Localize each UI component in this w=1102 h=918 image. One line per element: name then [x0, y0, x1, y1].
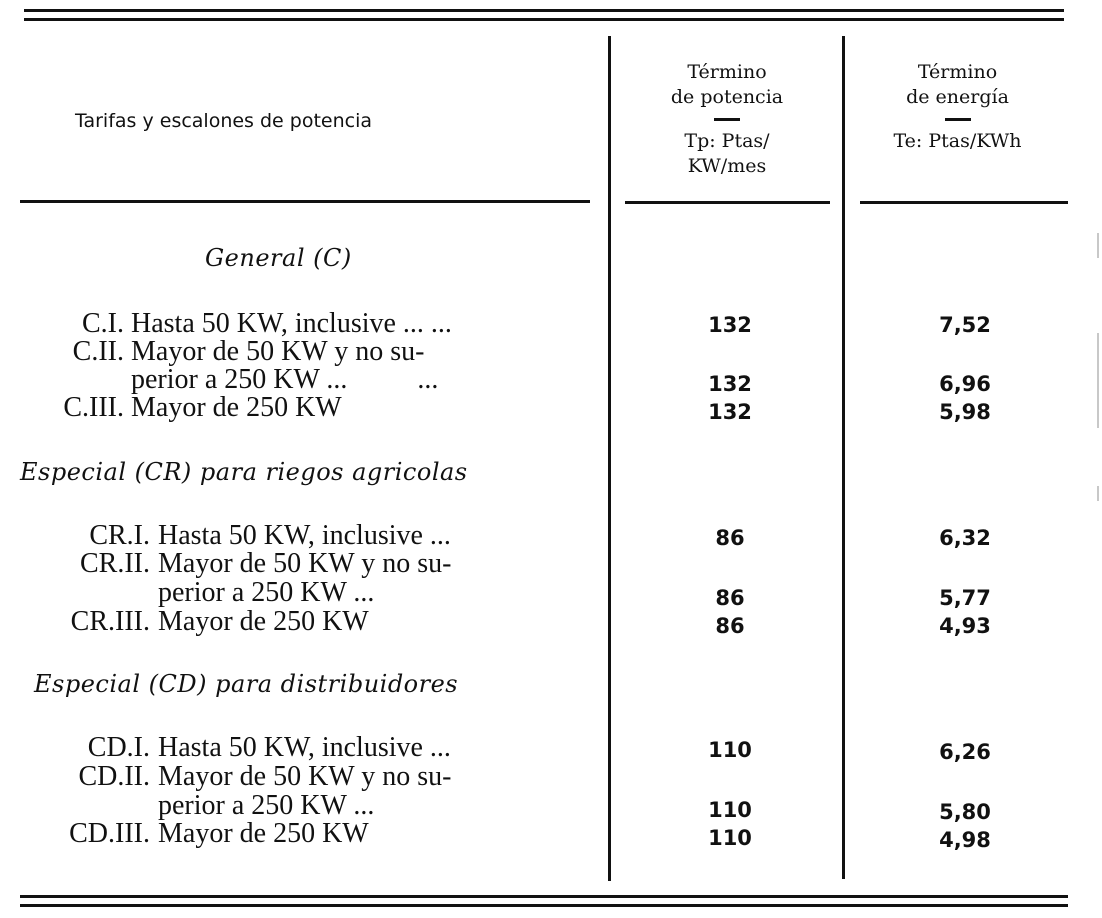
row-tp: 132: [708, 313, 752, 337]
row-code: CR.II.: [80, 548, 150, 579]
header-line: de energía: [906, 86, 1009, 108]
header-termino-energia: [845, 60, 1070, 154]
header-tarifas: Tarifas y escalones de potencia: [75, 110, 373, 132]
row-desc: Mayor de 250 KW: [131, 392, 342, 423]
row-desc-cont: perior a 250 KW ... ...: [131, 364, 439, 395]
row-tp: 86: [715, 614, 745, 638]
row-te: 6,32: [939, 526, 991, 550]
header-line: KW/mes: [687, 155, 767, 177]
row-te: 5,98: [939, 400, 991, 424]
scan-artifact: [1097, 486, 1099, 501]
row-code: CD.III.: [69, 818, 150, 849]
row-code: CR.III.: [70, 606, 150, 637]
row-desc: Mayor de 50 KW y no su-: [131, 336, 425, 367]
scan-artifact: [1097, 333, 1099, 428]
row-tp: 110: [708, 738, 752, 762]
header-line: Término: [917, 61, 998, 83]
header-line: Término: [687, 61, 767, 83]
row-code: C.II.: [72, 336, 124, 367]
row-te: 5,80: [939, 800, 991, 824]
scan-artifact: [1097, 233, 1099, 258]
row-tp: 110: [708, 826, 752, 850]
row-tp: 132: [708, 372, 752, 396]
header-underline-col2: [625, 201, 830, 204]
row-desc-cont: perior a 250 KW ...: [158, 790, 375, 821]
top-rule-2: [24, 18, 1064, 21]
bottom-rule-1: [20, 895, 1068, 898]
row-code: C.I.: [82, 308, 124, 339]
row-tp: 132: [708, 400, 752, 424]
row-desc: Hasta 50 KW, inclusive ...: [158, 732, 451, 763]
section-title-cd: Especial (CD) para distribuidores: [34, 670, 459, 698]
header-line: de potencia: [670, 86, 784, 108]
column-divider-1: [608, 36, 611, 881]
row-tp: 86: [715, 586, 745, 610]
row-desc: Hasta 50 KW, inclusive ...: [158, 520, 451, 551]
row-code: CD.I.: [87, 732, 150, 763]
row-desc: Mayor de 250 KW: [158, 818, 369, 849]
row-desc: Mayor de 50 KW y no su-: [158, 761, 452, 792]
row-desc: Mayor de 250 KW: [158, 606, 369, 637]
bottom-rule-2: [20, 904, 1068, 907]
row-tp: 86: [715, 526, 745, 550]
column-divider-2: [842, 36, 845, 879]
row-te: 5,77: [939, 586, 991, 610]
row-desc-cont: perior a 250 KW ...: [158, 577, 375, 608]
header-line: Tp: Ptas/: [684, 130, 770, 152]
row-te: 6,96: [939, 372, 991, 396]
row-code: CR.I.: [89, 520, 150, 551]
top-rule-1: [24, 9, 1064, 12]
row-tp: 110: [708, 798, 752, 822]
header-underline-col3: [860, 201, 1068, 204]
header-line: Te: Ptas/KWh: [893, 130, 1022, 152]
section-title-cr: Especial (CR) para riegos agricolas: [20, 458, 468, 486]
row-code: C.III.: [63, 392, 124, 423]
row-te: 4,98: [939, 828, 991, 852]
row-te: 4,93: [939, 614, 991, 638]
row-te: 7,52: [939, 313, 991, 337]
header-dash: [945, 118, 971, 121]
header-underline-col1: [20, 200, 590, 203]
row-desc: Mayor de 50 KW y no su-: [158, 548, 452, 579]
row-te: 6,26: [939, 740, 991, 764]
header-termino-potencia: [612, 60, 842, 179]
header-dash: [714, 118, 740, 121]
section-title-general: General (C): [205, 244, 352, 272]
row-desc: Hasta 50 KW, inclusive ... ...: [131, 308, 452, 339]
row-code: CD.II.: [78, 761, 150, 792]
